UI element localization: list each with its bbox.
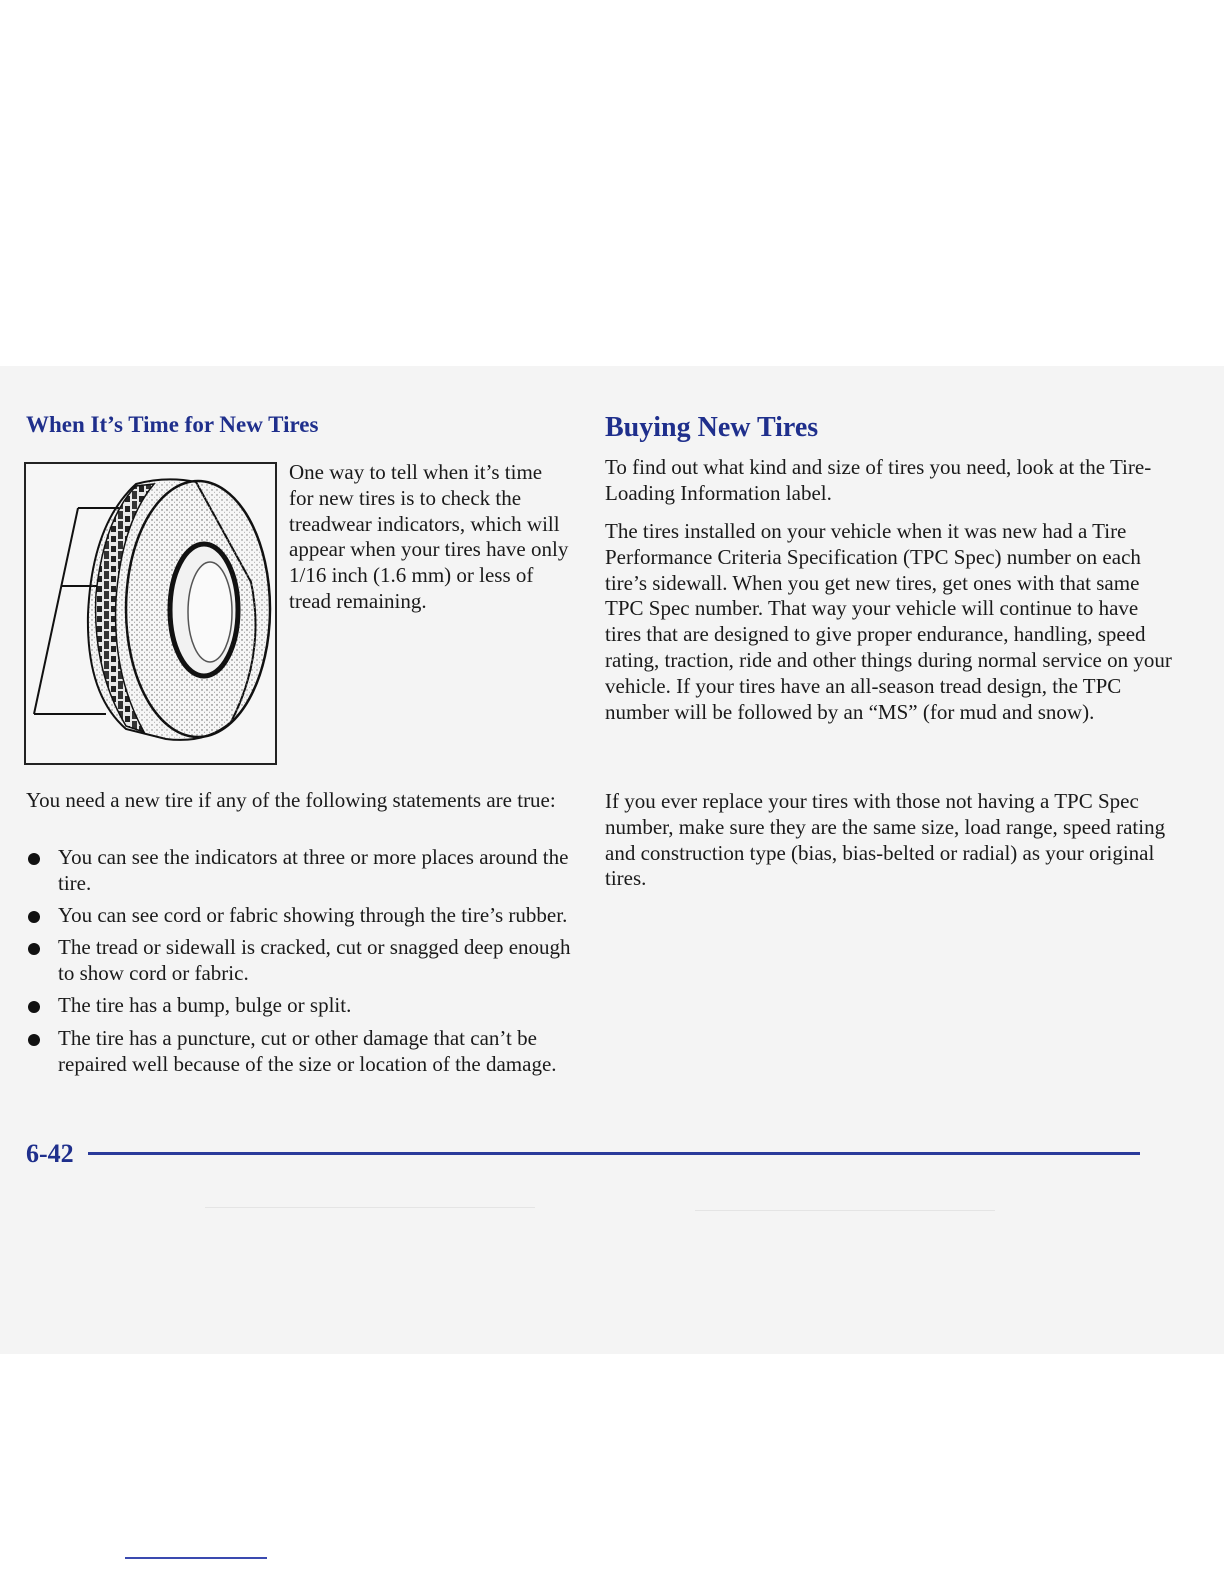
list-item [26,845,571,897]
bullet-icon [28,853,40,865]
faint-scan-line [205,1207,535,1208]
tire-drawing [26,464,275,763]
list-item [26,935,571,987]
new-tire-conditions-list [26,845,571,1084]
page-number: 6-42 [26,1139,74,1168]
new-tire-conditions-intro: You need a new tire if any of the following statements are true: [26,788,556,812]
list-item [26,993,571,1019]
treadwear-intro-text: One way to tell when it’s time for new tires is to check the treadwear indicators, which will appear when your tires have only 1/16 inch (1.6 mm) or less of tread remaining. [289,460,569,613]
list-item-text: The tire has a bump, bulge or split. [58,993,352,1018]
tire-illustration [24,462,277,765]
list-item-text: The tire has a puncture, cut or other damage that can’t be repaired well because of the size or location of the damage. [58,1025,557,1076]
list-item-text: You can see cord or fabric showing through the tire’s rubber. [58,903,568,928]
list-item [26,1026,571,1078]
bullet-icon [28,911,40,923]
footer-link-underline [125,1557,267,1559]
list-item-text: The tread or sidewall is cracked, cut or snagged deep enough to show cord or fabric. [58,935,571,986]
faint-scan-line [695,1210,995,1211]
bullet-icon [28,1034,40,1046]
bullet-icon [28,1001,40,1013]
section-heading-new-tires: When It’s Time for New Tires [26,412,319,437]
footer-rule [88,1152,1140,1155]
buying-tires-paragraph-3: If you ever replace your tires with those not having a TPC Spec number, make sure they are the same size, load range, speed rating and construction type (bias, bias-belted or radial) as your original tires. [605,789,1166,891]
bullet-icon [28,943,40,955]
list-item-text: You can see the indicators at three or more places around the tire. [58,845,569,895]
section-heading-buying-tires: Buying New Tires [605,412,819,443]
buying-tires-paragraph-1: To find out what kind and size of tires you need, look at the Tire-Loading Information label. [605,455,1152,505]
buying-tires-paragraph-2: The tires installed on your vehicle when it was new had a Tire Performance Criteria Specification (TPC Spec) number on each tire’s sidewall. When you get new tires, get ones with that same TPC Spec number. That way your vehicle will continue to have tires that are designed to give proper endurance, handling, speed rating, traction, ride and other things during normal service on your vehicle. If your tires have an all-season tread design, the TPC number will be followed by an “MS” (for mud and snow). [605,519,1172,724]
list-item [26,903,571,929]
